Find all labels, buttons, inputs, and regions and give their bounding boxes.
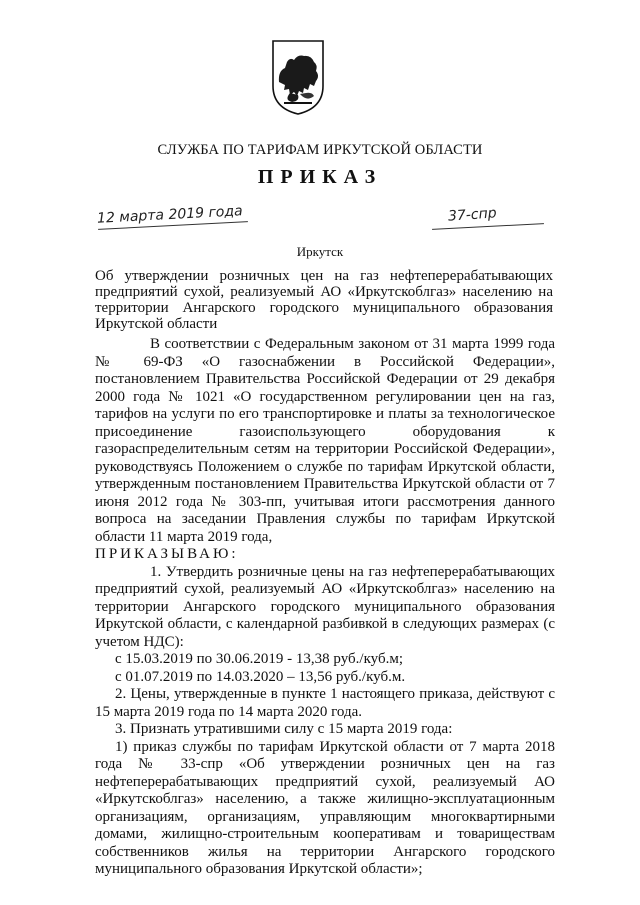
preamble-paragraph: В соответствии с Федеральным законом от 31 марта 1999 года № 69-ФЗ «О газоснабжении в Российской Федерации», постановлением Правительства Российской Федерации от 29 декабря 2000 года № 1021 «О государственном регулировании цен на газ, тарифов на услуги по его транспортировке и платы за технологическое присоединение газоиспользующего оборудования к газораспределительным сетям на территории Российской Федерации», руководствуясь Положением о службе по тарифам Иркутской области, утвержденным постановлением Правительства Иркутской области от 7 июня 2012 года № 303-пп, учитывая итоги рассмотрения данного вопроса на заседании Правления службы по тарифам Иркутской области 11 марта 2019 года, <box>95 336 555 545</box>
item-2-paragraph: 2. Цены, утвержденные в пункте 1 настоящего приказа, действуют с 15 марта 2019 года по 14 марта 2020 года. <box>95 686 555 720</box>
item-3-paragraph: 3. Признать утратившими силу с 15 марта 2019 года: <box>115 721 453 737</box>
order-word: ПРИКАЗЫВАЮ: <box>95 546 239 562</box>
order-body <box>95 336 555 879</box>
price-line-2: с 01.07.2019 по 14.03.2020 – 13,56 руб./куб.м. <box>115 668 406 685</box>
document-title: ПРИКАЗ <box>257 166 383 188</box>
order-subject: Об утверждении розничных цен на газ нефтеперерабатывающих предприятий сухой, реализуемый АО «Иркутскоблгаз» населению на территории Ангарского городского муниципального образования Иркутской области <box>95 268 553 332</box>
handwritten-number: 37-спр <box>447 205 498 225</box>
irkutsk-coat-of-arms-icon <box>270 38 326 116</box>
agency-name: СЛУЖБА ПО ТАРИФАМ ИРКУТСКОЙ ОБЛАСТИ <box>157 142 483 158</box>
item-1-paragraph: 1. Утвердить розничные цены на газ нефтеперерабатывающих предприятий сухой, реализуемый АО «Иркутскоблгаз» населению на территории Ангарского городского муниципального образования Иркутской области, с календарной разбивкой в следующих размерах (с учетом НДС): <box>95 563 555 650</box>
handwritten-date: 12 марта 2019 года <box>96 203 244 227</box>
city-name: Иркутск <box>296 244 344 259</box>
price-line-1: с 15.03.2019 по 30.06.2019 - 13,38 руб./куб.м; <box>115 651 404 667</box>
item-3-1-paragraph: 1) приказ службы по тарифам Иркутской области от 7 марта 2018 года № 33-спр «Об утверждении розничных цен на газ нефтеперерабатывающих предприятий сухой, реализуемый АО «Иркутскоблгаз» населению, а также жилищно-эксплуатационным организациям, организациям, управляющим многоквартирными домами, жилищно-строительным кооперативам и товариществам собственников жилья на территории Ангарского городского муниципального образования Иркутской области»; <box>95 738 555 877</box>
